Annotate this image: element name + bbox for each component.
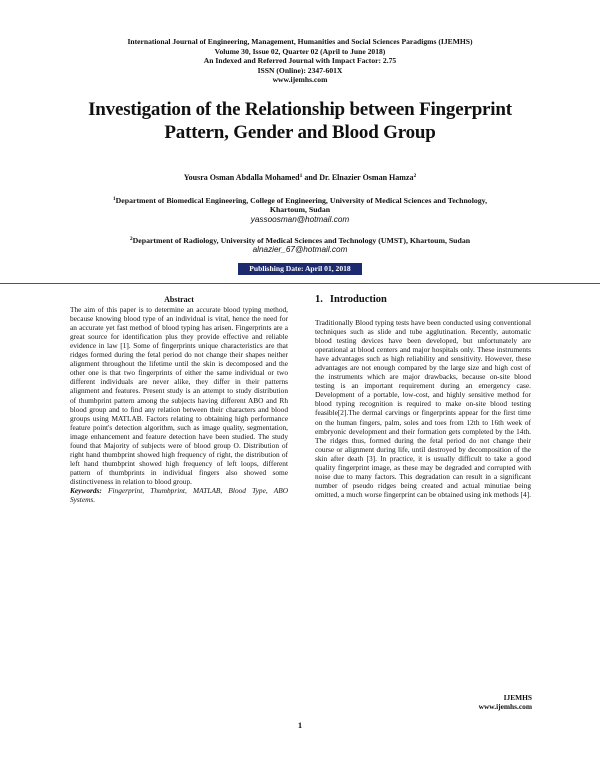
authors [0,173,600,183]
journal-volume: Volume 30, Issue 02, Quarter 02 (April to June 2018) [214,46,386,56]
keywords-label: Keywords: [70,485,102,495]
journal-indexed: An Indexed and Referred Journal with Impact Factor: 2.75 [203,56,397,66]
section-title: Introduction [329,294,387,305]
affiliation-2-dept: Department of Radiology, University of Medical Sciences and Technology (UMST), Khartoum, Sudan [132,236,471,245]
affiliation-2-sup: 2 [129,236,133,242]
title-line-1: Investigation of the Relationship between Fingerprint [88,99,512,120]
introduction-column [315,293,531,499]
journal-issn: ISSN (Online): 2347-601X [257,65,343,75]
author-1: Yousra Osman Abdalla Mohamed [183,173,300,182]
affiliation-1-sup: 1 [112,196,116,202]
introduction-paragraph: Traditionally Blood typing tests have been conducted using conventional techniques such as slide and tube agglutination. Recently, automatic blood testing devices have been developed, but unfortunately are operational at blood centers and major hospitals only. These instruments have advantages such as high reliability and sensitivity. However, these advantages are not enough compared by the large size and high cost of the instruments which are major drawbacks, because on-site blood testing is an important requirement during an emergency case. Development of a portable, low-cost, and highly sensitive method for blood typing recognition is required to make on-site blood testing feasible[2].The dermal carvings or fingerprints appear for the first time on the human fingers, palm, soles and toes from 12th to 16th week of embryonic development and their formation gets completed by the 14th. The ridges thus, formed during the fetal period do not change their course or alignment during life, until destroyed by decomposition of the skin after death [3]. In practice, it is usually difficult to take a good quality fingerprint image, as these may be degraded and corrupted with noise due to many factors. This degradation can result in a significant number of pseudo ridges being created and actual minutiae being omitted, a much worse fingerprint can be obtained using ink methods [4]. [315,318,531,499]
journal-website[interactable]: www.ijemhs.com [272,75,328,85]
abstract-heading: Abstract [164,295,194,304]
affiliation-1-email[interactable]: yassoosman@hotmail.com [250,214,350,224]
paper-title [60,98,540,144]
author-2-sup: 2 [413,173,417,179]
affiliation-1-location: Khartoum, Sudan [269,205,331,215]
header-divider [0,283,600,284]
introduction-heading [315,293,531,306]
section-number: 1. [315,294,323,305]
affiliation-2-email[interactable]: alnazier_67@hotmail.com [252,245,348,255]
affiliation-1-dept: Department of Biomedical Engineering, College of Engineering, University of Medical Sciences and Technology, [115,196,488,205]
author-2: Dr. Elnazier Osman Hamza [319,173,414,182]
footer-journal-abbr: IJEMHS [503,693,532,702]
author-1-sup: 1 [299,173,303,179]
affiliation-1 [60,196,540,224]
affiliation-2 [60,236,540,255]
title-line-2: Pattern, Gender and Blood Group [164,122,436,143]
authors-and: and [302,173,320,182]
keywords [70,486,288,504]
journal-header [0,37,600,85]
keywords-text: Fingerprint, Thumbprint, MATLAB, Blood Type, ABO Systems. [70,485,288,505]
abstract-text: The aim of this paper is to determine an accurate blood typing method, because knowing blood type of an individual is vital, hence the need for an accurate yet fast method of blood typing has arisen. Fingerprints are a great source for identification plus they provide effective and reliable evidence in law [1]. Some of fingerprints unique characteristics are that ridges formed during the fetal period do not change their shapes neither alignment throughout the lifetime until the skin is decomposed and the other one is that two fingerprints of either the same individual or two different individuals are never alike, they differ in their patterns alignment and features. Present study is an attempt to study distribution of thumbprint pattern among the subjects having different ABO and Rh blood group and to find any relation between their characters and blood groups using MATLAB. Factors relating to obtaining high performance feature point's detection algorithm, such as image quality, segmentation, image enhancement and feature detection have been studied. The study found that Majority of subjects were of blood group O. Distribution of right hand thumbprint showed high frequency of right, the distribution of left hand thumbprint showed high frequency of left loops, different pattern of thumbprints in individual fingers also showed some distinctiveness in relation to blood group. [70,305,288,486]
publishing-date-badge: Publishing Date: April 01, 2018 [238,263,362,275]
abstract-column [70,295,288,504]
journal-name: International Journal of Engineering, Management, Humanities and Social Sciences Paradigms (IJEMHS) [127,37,473,46]
page-number: 1 [297,720,303,730]
footer-website[interactable]: www.ijemhs.com [478,702,532,711]
footer-journal [420,693,532,711]
